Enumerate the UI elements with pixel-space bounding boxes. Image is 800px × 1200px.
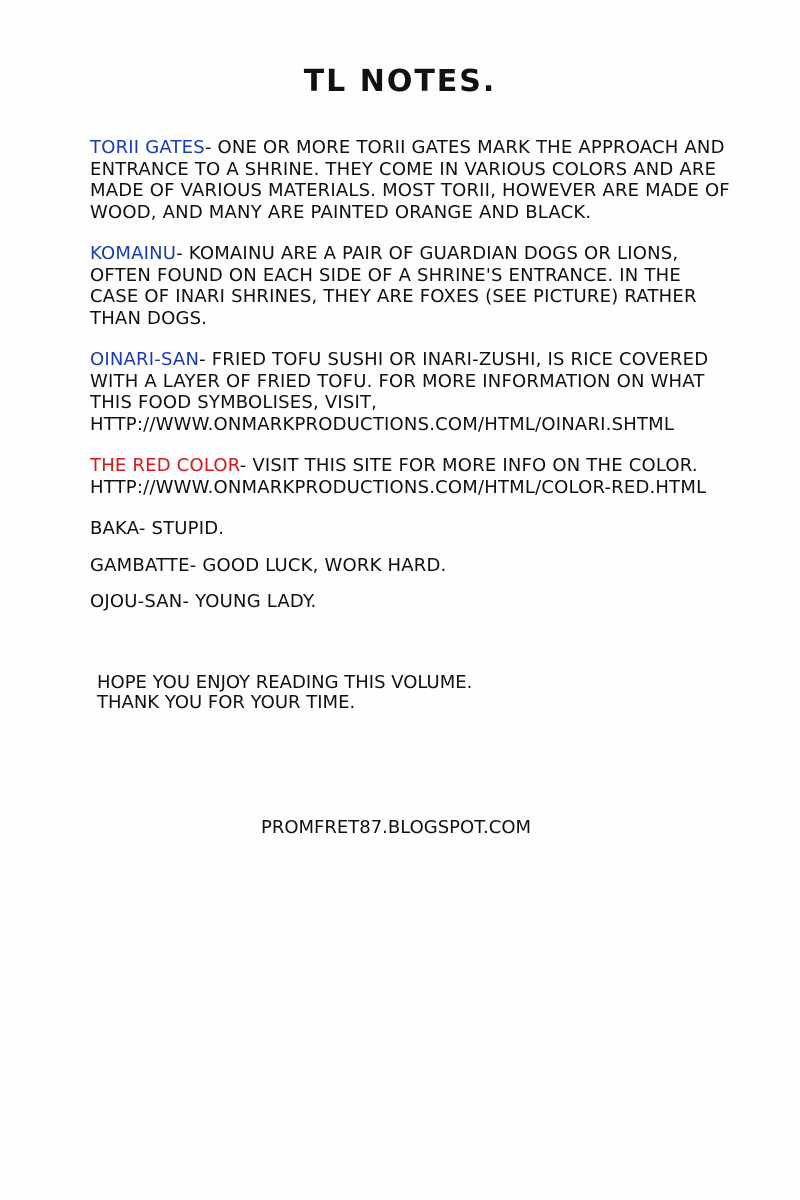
note-torii-gates: [90, 137, 730, 223]
note-body: - KOMAINU ARE A PAIR OF GUARDIAN DOGS OR LIONS, OFTEN FOUND ON EACH SIDE OF A SHRINE'S ENTRANCE. IN THE CASE OF INARI SHRINES, THEY ARE FOXES (SEE PICTURE) RATHER THAN DOGS.: [90, 243, 697, 329]
note-gambatte: GAMBATTE- GOOD LUCK, WORK HARD.: [90, 554, 447, 576]
blog-url: PROMFRET87.BLOGSPOT.COM: [260, 817, 532, 838]
note-term: TORII GATES: [90, 137, 205, 158]
note-url: HTTP://WWW.ONMARKPRODUCTIONS.COM/HTML/OINARI.SHTML: [90, 413, 675, 435]
note-url: HTTP://WWW.ONMARKPRODUCTIONS.COM/HTML/COLOR-RED.HTML: [90, 476, 707, 498]
closing-line: THANK YOU FOR YOUR TIME.: [97, 692, 356, 713]
note-term: THE RED COLOR: [90, 455, 240, 476]
closing-message: [97, 673, 472, 713]
note-body: - ONE OR MORE TORII GATES MARK THE APPROACH AND ENTRANCE TO A SHRINE. THEY COME IN VARIOUS COLORS AND ARE MADE OF VARIOUS MATERIALS. MOST TORII, HOWEVER ARE MADE OF WOOD, AND MANY ARE PAINTED ORANGE AND BLACK.: [90, 137, 730, 223]
page-title: TL NOTES.: [303, 64, 497, 99]
note-term: OINARI-SAN: [90, 349, 200, 370]
note-oinari-san: [90, 349, 730, 435]
note-ojou-san: OJOU-SAN- YOUNG LADY.: [90, 591, 317, 612]
notes-list: [90, 137, 730, 628]
note-body: - VISIT THIS SITE FOR MORE INFO ON THE COLOR.: [239, 455, 698, 476]
note-term: KOMAINU: [90, 243, 177, 264]
closing-line: HOPE YOU ENJOY READING THIS VOLUME.: [97, 672, 473, 693]
note-red-color: [90, 455, 730, 498]
note-komainu: [90, 243, 730, 329]
note-body: - FRIED TOFU SUSHI OR INARI-ZUSHI, IS RICE COVERED WITH A LAYER OF FRIED TOFU. FOR MORE INFORMATION ON WHAT THIS FOOD SYMBOLISES, VISIT,: [90, 349, 709, 413]
note-baka: BAKA- STUPID.: [90, 518, 225, 539]
